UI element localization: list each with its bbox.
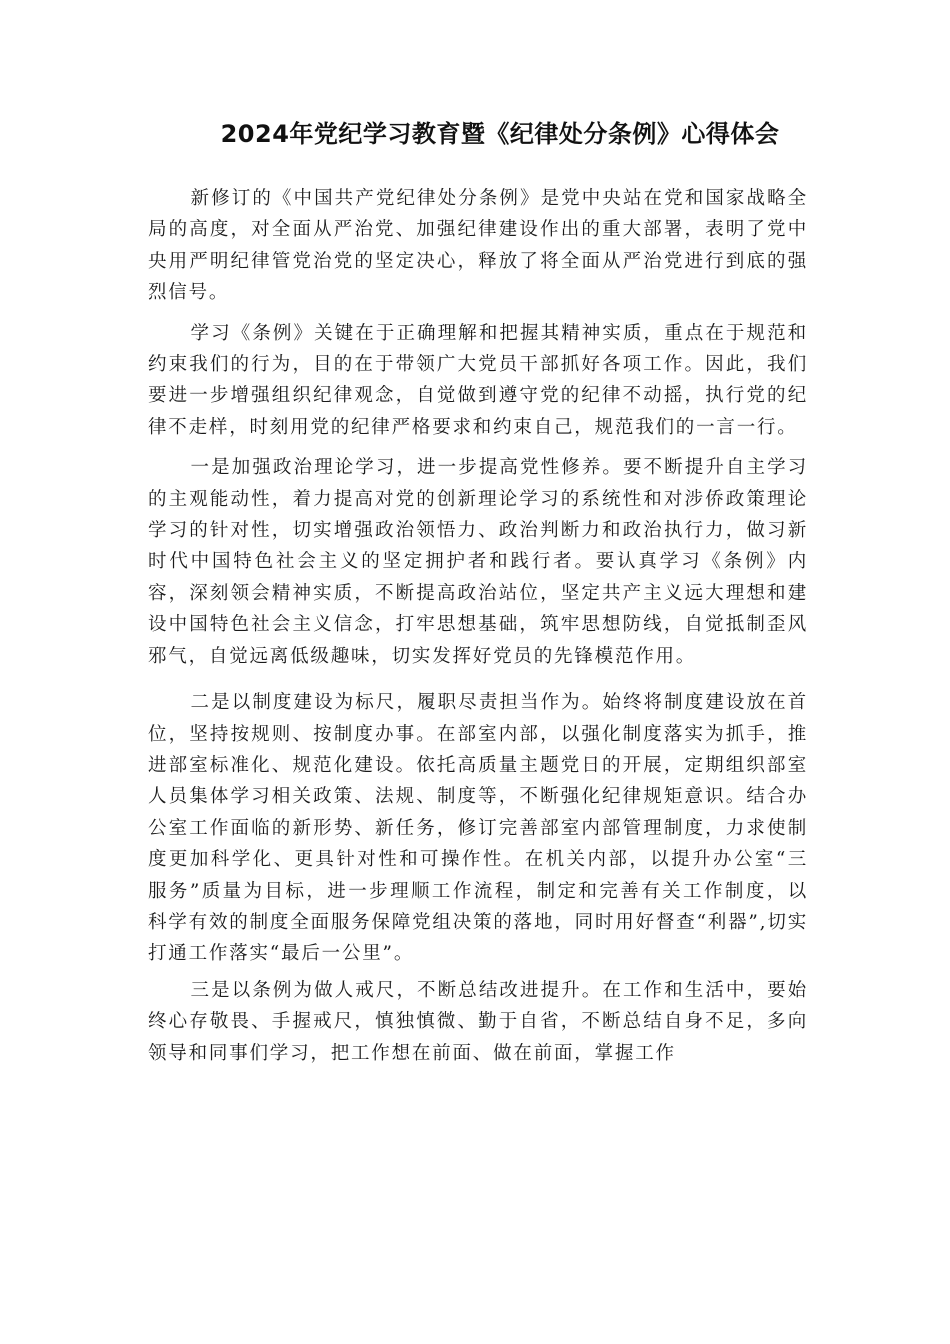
paragraph-point-one: 一是加强政治理论学习，进一步提高党性修养。要不断提升自主学习的主观能动性，着力提高对党的创新理论学习的系统性和对涉侨政策理论学习的针对性，切实增强政治领悟力、政治判断力和政治执行力，做习新时代中国特色社会主义的坚定拥护者和践行者。要认真学习《条例》内容，深刻领会精神实质，不断提高政治站位，坚定共产主义远大理想和建设中国特色社会主义信念，打牢思想基础，筑牢思想防线，自觉抵制歪风邪气，自觉远离低级趣味，切实发挥好党员的先锋模范作用。 (148, 457, 808, 667)
paragraph-point-two: 二是以制度建设为标尺，履职尽责担当作为。始终将制度建设放在首位，坚持按规则、按制度办事。在部室内部，以强化制度落实为抓手，推进部室标准化、规范化建设。依托高质量主题党日的开展，定期组织部室人员集体学习相关政策、法规、制度等，不断强化纪律规矩意识。结合办公室工作面临的新形势、新任务，修订完善部室内部管理制度，力求使制度更加科学化、更具针对性和可操作性。在机关内部，以提升办公室“三服务”质量为目标，进一步理顺工作流程，制定和完善有关工作制度，以科学有效的制度全面服务保障党组决策的落地，同时用好督查“利器”,切实打通工作落实“最后一公里”。 (148, 692, 808, 965)
document-title: 2024年党纪学习教育暨《纪律处分条例》心得体会 (220, 120, 780, 148)
paragraph-point-three: 三是以条例为做人戒尺，不断总结改进提升。在工作和生活中，要始终心存敬畏、手握戒尺，慎独慎微、勤于自省，不断总结自身不足，多向领导和同事们学习，把工作想在前面、做在前面，掌握工作 (148, 979, 808, 1064)
document-body (148, 183, 808, 1069)
paragraph-study-regulations: 学习《条例》关键在于正确理解和把握其精神实质，重点在于规范和约束我们的行为，目的在于带领广大党员干部抓好各项工作。因此，我们要进一步增强组织纪律观念，自觉做到遵守党的纪律不动摇，执行党的纪律不走样，时刻用党的纪律严格要求和约束自己，规范我们的一言一行。 (148, 322, 808, 438)
paragraph-intro: 新修订的《中国共产党纪律处分条例》是党中央站在党和国家战略全局的高度，对全面从严治党、加强纪律建设作出的重大部署，表明了党中央用严明纪律管党治党的坚定决心，释放了将全面从严治党进行到底的强烈信号。 (148, 188, 808, 304)
